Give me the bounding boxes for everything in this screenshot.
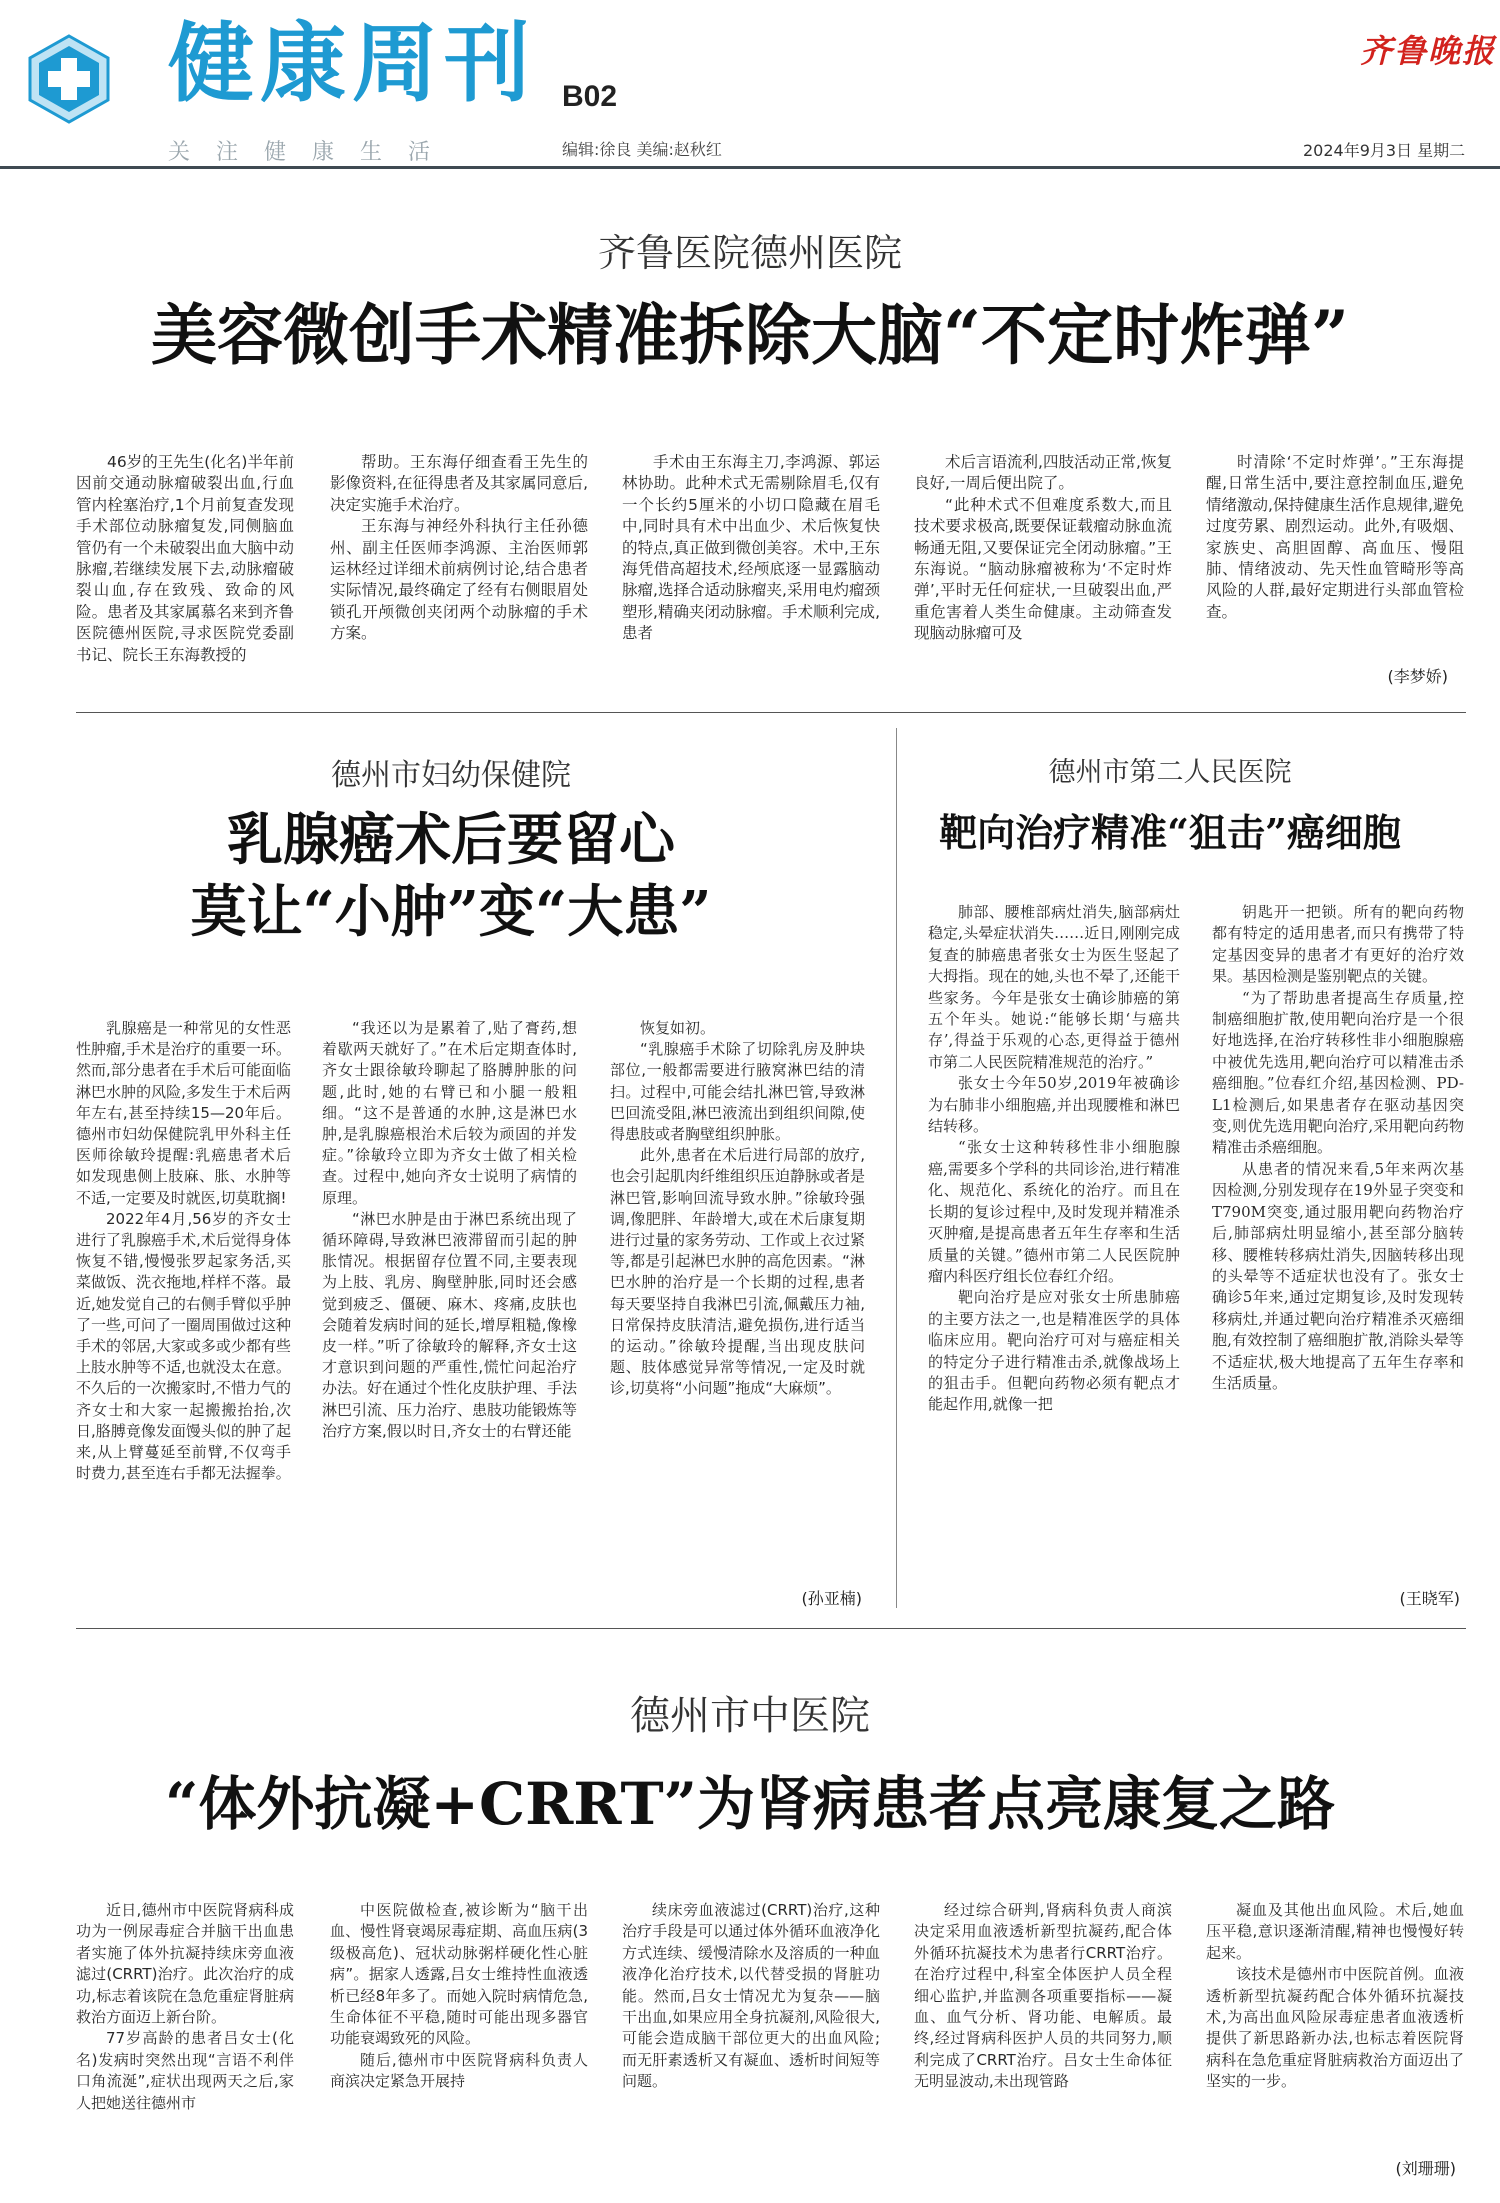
article2-headline-line2: 莫让“小肿”变“大患” <box>190 879 712 945</box>
paragraph: 乳腺癌是一种常见的女性恶性肿瘤,手术是治疗的重要一环。然而,部分患者在手术后可能面临淋巴水肿的风险,多发生于术后两年左右,甚至持续15—20年后。德州市妇幼保健院乳甲外科主任医师徐敏玲提醒:乳癌患者术后如发现患侧上肢麻、胀、水肿等不适,一定要及时就医,切莫耽搁! <box>76 1019 291 1207</box>
article4-kicker: 德州市中医院 <box>630 1693 870 1739</box>
article1-column-2 <box>330 452 588 688</box>
paragraph: 王东海与神经外科执行主任孙德州、副主任医师李鸿源、主治医师郭运林经过详细术前病例讨论,结合患者实际情况,最终确定了经有右侧眼眉处锁孔开颅微创夹闭两个动脉瘤的手术方案。 <box>330 517 588 643</box>
article2-column-1 <box>76 1018 291 1608</box>
section-divider-2 <box>76 1628 1466 1629</box>
page-number: B02 <box>562 80 618 113</box>
paragraph: “我还以为是累着了,贴了膏药,想着歇两天就好了。”在术后定期查体时,齐女士跟徐敏玲聊起了胳膊肿胀的问题,此时,她的右臂已和小腿一般粗细。“这不是普通的水肿,这是淋巴水肿,是乳腺癌根治术后较为顽固的并发症。”徐敏玲立即为齐女士做了相关检查。过程中,她向齐女士说明了病情的原理。 <box>322 1019 577 1207</box>
paragraph: 该技术是德州市中医院首例。血液透析新型抗凝药配合体外循环抗凝技术,为高出血风险尿毒症患者血液透析提供了新思路新办法,也标志着医院肾病科在急危重症肾脏病救治方面迈出了坚实的一步。 <box>1206 1965 1464 2091</box>
paragraph: 凝血及其他出血风险。术后,她血压平稳,意识逐渐清醒,精神也慢慢好转起来。 <box>1206 1901 1464 1962</box>
paragraph: 中医院做检查,被诊断为“脑干出血、慢性肾衰竭尿毒症期、高血压病(3级极高危)、冠状动脉粥样硬化性心脏病”。据家人透露,吕女士维持性血液透析已经8年多了。而她入院时病情危急,生命体征不平稳,随时可能出现多器官功能衰竭致死的风险。 <box>330 1901 588 2048</box>
paragraph: 此外,患者在术后进行局部的放疗,也会引起肌肉纤维组织压迫静脉或者是淋巴管,影响回流导致水肿。”徐敏玲强调,像肥胖、年龄增大,或在术后康复期进行过量的家务劳动、工作或上衣过紧等,都是引起淋巴水肿的高危因素。“淋巴水肿的治疗是一个长期的过程,患者每天要坚持自我淋巴引流,佩戴压力袖,日常保持皮肤清洁,避免损伤,进行适当的运动。”徐敏玲提醒,当出现皮肤问题、肢体感觉异常等情况,一定及时就诊,切莫将“小问题”拖成“大麻烦”。 <box>610 1146 865 1398</box>
paragraph: 恢复如初。 <box>640 1019 716 1037</box>
paragraph: 近日,德州市中医院肾病科成功为一例尿毒症合并脑干出血患者实施了体外抗凝持续床旁血液滤过(CRRT)治疗。此次治疗的成功,标志着该院在急危重症肾脏病救治方面迈上新台阶。 <box>76 1901 294 2027</box>
article1-kicker: 齐鲁医院德州医院 <box>597 231 902 275</box>
paragraph: 靶向治疗是应对张女士所患肺癌的主要方法之一,也是精准医学的具体临床应用。靶向治疗可对与癌症相关的特定分子进行精准击杀,就像战场上的狙击手。但靶向药物必须有靶点才能起作用,就像一把 <box>928 1288 1180 1414</box>
article3-column-1 <box>928 902 1180 1608</box>
article1-column-1: 46岁的王先生(化名)半年前因前交通动脉瘤破裂出血,行血管内栓塞治疗,1个月前复查发现手术部位动脉瘤复发,同侧脑血管仍有一个未破裂出血大脑中动脉瘤,若继续发展下去,动脉瘤破裂山血,存在致残、致命的风险。患者及其家属慕名来到齐鲁医院德州医院,寻求医院党委副书记、院长王东海教授的 <box>76 453 294 664</box>
paragraph: 钥匙开一把锁。所有的靶向药物都有特定的适用患者,而只有携带了特定基因变异的患者才有更好的治疗效果。基因检测是鉴别靶点的关键。 <box>1212 903 1464 986</box>
article1-column-3: 手术由王东海主刀,李鸿源、郭运林协助。此种术式无需剔除眉毛,仅有一个长约5厘米的小切口隐藏在眉毛中,同时具有术中出血少、术后恢复快的特点,真正做到微创美容。术中,王东海凭借高超技术,经颅底逐一显露脑动脉瘤,选择合适动脉瘤夹,采用电灼瘤颈塑形,精确夹闭动脉瘤。手术顺利完成,患者 <box>622 453 880 643</box>
column-divider <box>896 728 897 1608</box>
medical-cross-icon <box>24 34 114 124</box>
paragraph: “为了帮助患者提高生存质量,控制癌细胞扩散,使用靶向治疗是一个很好地选择,在治疗转移性非小细胞腺癌中被优先选用,靶向治疗可以精准击杀癌细胞。”位春红介绍,基因检测、PD-L1检测后,如果患者存在驱动基因突变,则优先选用靶向治疗,采用靶向药物精准击杀癌细胞。 <box>1212 988 1464 1157</box>
paragraph: 2022年4月,56岁的齐女士进行了乳腺癌手术,术后觉得身体恢复不错,慢慢张罗起家务活,买菜做饭、洗衣拖地,样样不落。最近,她发觉自己的右侧手臂似乎肿了一些,可问了一圈周围做过这种手术的邻居,大家或多或少都有些上肢水肿等不适,也就没太在意。不久后的一次搬家时,不惜力气的齐女士和大家一起搬搬抬抬,次日,胳膊竟像发面馒头似的肿了起来,从上臂蔓延至前臂,不仅弯手时费力,甚至连右手都无法握拳。 <box>76 1209 291 1483</box>
section-tagline: 关注健康生活 <box>168 140 457 165</box>
article1-column-4 <box>914 452 1172 688</box>
article4-column-5 <box>1206 1900 1464 2154</box>
article4-column-2 <box>330 1900 588 2180</box>
paragraph: 从患者的情况来看,5年来两次基因检测,分别发现存在19外显子突变和T790M突变,通过服用靶向药物治疗后,肺部病灶明显缩小,甚至部分脑转移、腰椎转移病灶消失,因脑转移出现的头晕等不适症状也没有了。张女士确诊5年来,通过定期复诊,及时发现转移病灶,并通过靶向治疗精准杀灭癌细胞,有效控制了癌细胞扩散,消除头晕等不适症状,极大地提高了五年生存率和生活质量。 <box>1212 1159 1464 1392</box>
paragraph: 术后言语流利,四肢活动正常,恢复良好,一周后便出院了。 <box>914 453 1172 493</box>
paragraph: “乳腺癌手术除了切除乳房及肿块部位,一般都需要进行腋窝淋巴结的清扫。过程中,可能会结扎淋巴管,导致淋巴回流受阻,淋巴液流出到组织间隙,使得患肢或者胸壁组织肿胀。 <box>610 1040 865 1144</box>
paragraph: “淋巴水肿是由于淋巴系统出现了循环障碍,导致淋巴液滞留而引起的肿胀情况。根据留存位置不同,主要表现为上肢、乳房、胸壁肿胀,同时还会感觉到疲乏、僵硬、麻木、疼痛,皮肤也会随着发病时间的延长,增厚粗糙,像橡皮一样。”听了徐敏玲的解释,齐女士这才意识到问题的严重性,慌忙问起治疗办法。好在通过个性化皮肤护理、手法淋巴引流、压力治疗、患肢功能锻炼等治疗方案,假以时日,齐女士的右臂还能 <box>322 1209 577 1440</box>
article4-column-1 <box>76 1900 294 2180</box>
article1-column-5: 时清除‘不定时炸弹’。”王东海提醒,日常生活中,要注意控制血压,避免情绪激动,保持健康生活作息规律,避免过度劳累、剧烈运动。此外,有吸烟、家族史、高胆固醇、高血压、慢阻肺、情绪波动、先天性血管畸形等高风险的人群,最好定期进行头部血管检查。 <box>1206 453 1464 621</box>
paragraph: “张女士这种转移性非小细胞腺癌,需要多个学科的共同诊治,进行精准化、规范化、系统化的治疗。而且在长期的复诊过程中,及时发现并精准杀灭肿瘤,是提高患者五年生存率和生活质量的关键。”德州市第二人民医院肿瘤内科医疗组长位春红介绍。 <box>928 1138 1180 1285</box>
article4-column-4: 经过综合研判,肾病科负责人商滨决定采用血液透析新型抗凝药,配合体外循环抗凝技术为患者行CRRT治疗。在治疗过程中,科室全体医护人员全程细心监护,并监测各项重要指标——凝血、血气分析、肾功能、电解质。最终,经过肾病科医护人员的共同努力,顺利完成了CRRT治疗。吕女士生命体征无明显波动,未出现管路 <box>914 1901 1172 2091</box>
paragraph: 肺部、腰椎部病灶消失,脑部病灶稳定,头晕症状消失……近日,刚刚完成复查的肺癌患者张女士为医生竖起了大拇指。现在的她,头也不晕了,还能干些家务。今年是张女士确诊肺癌的第五个年头。她说:“能够长期‘与癌共存’,得益于乐观的心态,更得益于德州市第二人民医院精准规范的治疗。” <box>928 903 1180 1071</box>
article1-byline: (李梦娇) <box>1387 667 1448 686</box>
article3-column-2 <box>1212 902 1464 1584</box>
article2-byline: (孙亚楠) <box>801 1589 862 1608</box>
paragraph: 随后,德州市中医院肾病科负责人商滨决定紧急开展持 <box>330 2050 588 2091</box>
paragraph: “此种术式不但难度系数大,而且技术要求极高,既要保证载瘤动脉血流畅通无阻,又要保证完全闭动脉瘤。”王东海说。“脑动脉瘤被称为‘不定时炸弹’,平时无任何症状,一旦破裂出血,严重危害着人类生命健康。主动筛查发现脑动脉瘤可及 <box>914 495 1172 643</box>
article3-kicker: 德州市第二人民医院 <box>1048 757 1292 788</box>
paragraph: 张女士今年50岁,2019年被确诊为右肺非小细胞癌,并出现腰椎和淋巴结转移。 <box>928 1074 1180 1136</box>
paragraph: 77岁高龄的患者吕女士(化名)发病时突然出现“言语不利伴口角流涎”,症状出现两天之后,家人把她送往德州市 <box>76 2029 294 2112</box>
section-divider <box>76 712 1466 713</box>
article2-headline-line1: 乳腺癌术后要留心 <box>227 807 675 873</box>
article4-byline: (刘珊珊) <box>1395 2159 1456 2178</box>
newspaper-logo: 齐鲁晚报 <box>1360 32 1497 70</box>
article2-kicker: 德州市妇幼保健院 <box>331 758 571 793</box>
article3-headline: 靶向治疗精准“狙击”癌细胞 <box>939 810 1401 855</box>
article1-headline: 美容微创手术精准拆除大脑“不定时炸弹” <box>151 296 1349 374</box>
section-title: 健康周刊 <box>168 14 536 114</box>
paragraph: 帮助。王东海仔细查看王先生的影像资料,在征得患者及其家属同意后,决定实施手术治疗。 <box>330 453 588 514</box>
article4-headline: “体外抗凝+CRRT”为肾病患者点亮康复之路 <box>164 1770 1336 1838</box>
issue-date: 2024年9月3日 星期二 <box>1303 141 1466 160</box>
article3-byline: (王晓军) <box>1399 1589 1460 1608</box>
article4-column-3: 续床旁血液滤过(CRRT)治疗,这种治疗手段是可以通过体外循环血液净化方式连续、缓慢清除水及溶质的一种血液净化治疗技术,以代替受损的肾脏功能。然而,吕女士情况尤为复杂——脑干出血,如果应用全身抗凝剂,风险很大,可能会造成脑干部位更大的出血风险;而无肝素透析又有凝血、透析时间短等问题。 <box>622 1901 880 2091</box>
article2-column-3 <box>610 1018 865 1584</box>
editors-credit: 编辑:徐良 美编:赵秋红 <box>562 140 722 159</box>
article2-column-2 <box>322 1018 577 1608</box>
masthead-rule <box>0 166 1500 169</box>
